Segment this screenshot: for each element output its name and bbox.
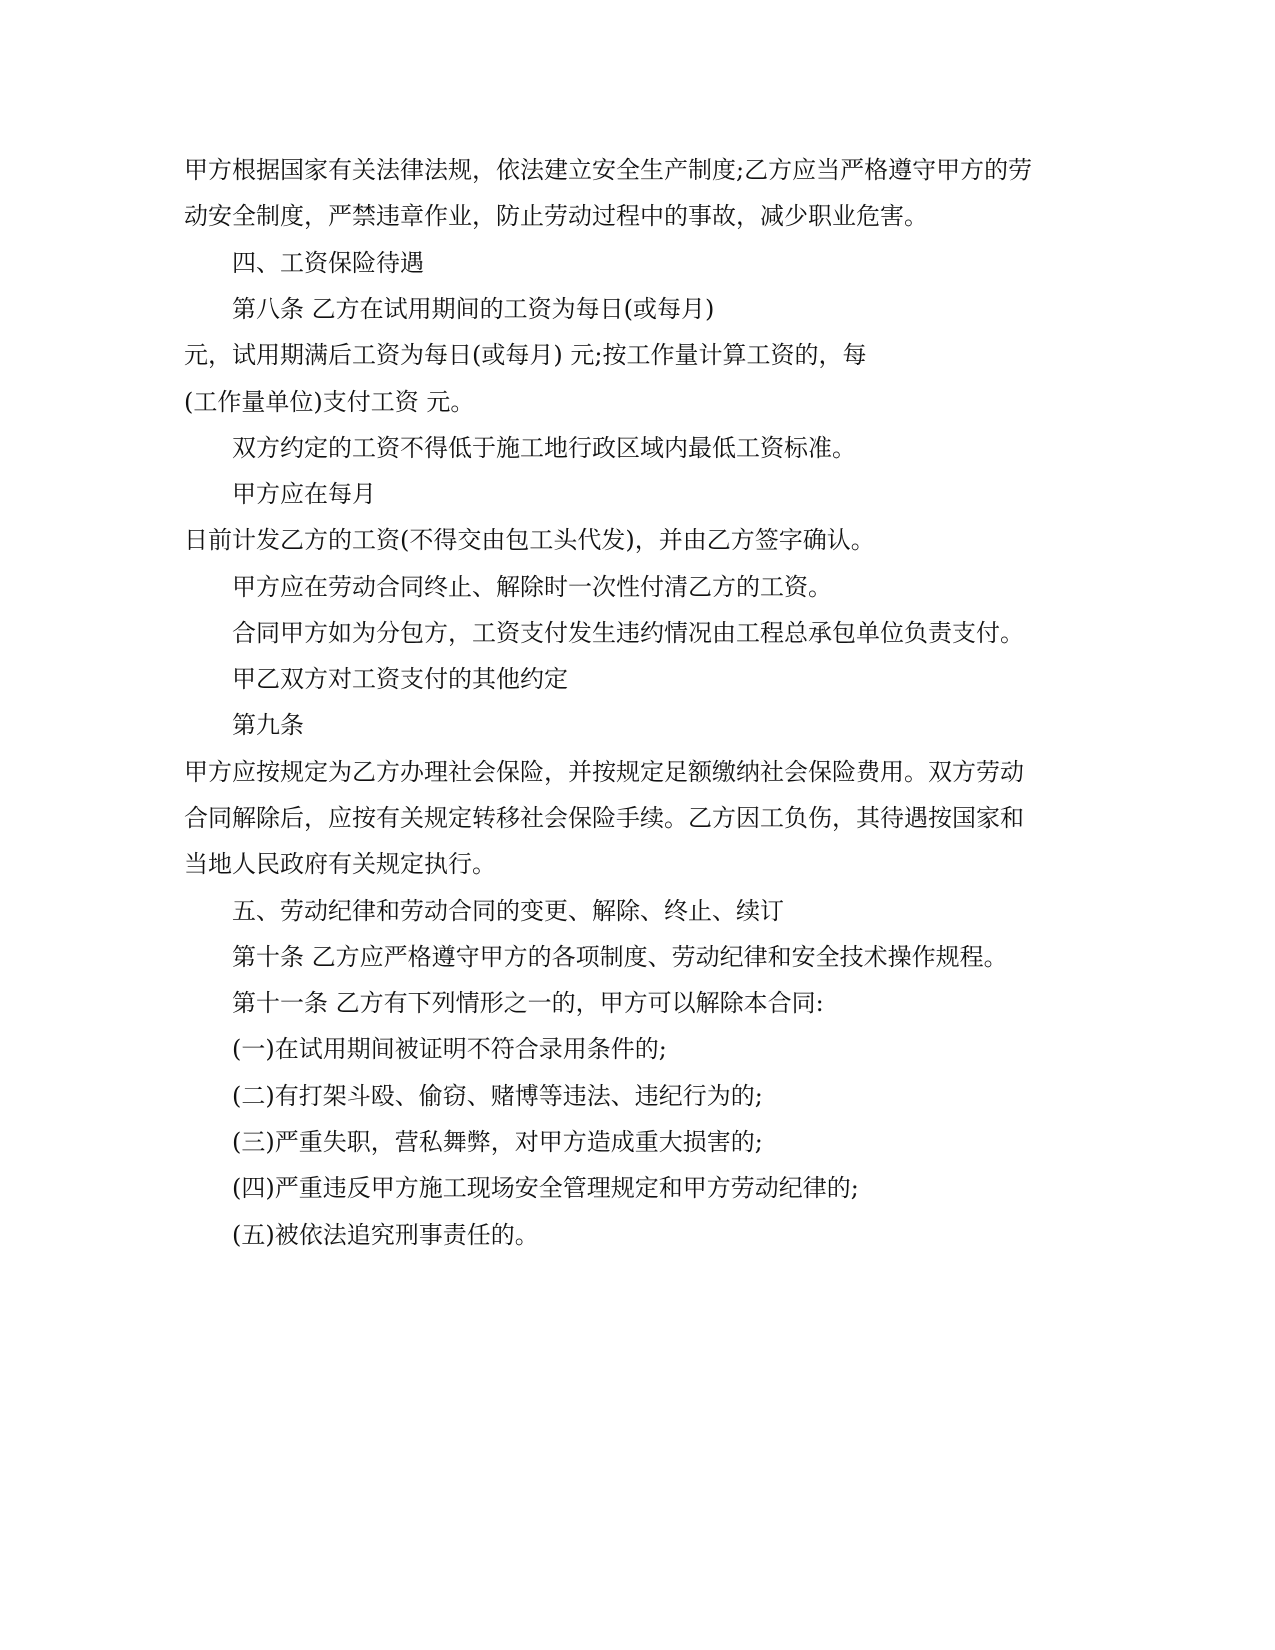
article-text-line: 第八条 乙方在试用期间的工资为每日(或每月)	[232, 295, 715, 323]
body-text-line: 甲方根据国家有关法律法规，依法建立安全生产制度;乙方应当严格遵守甲方的劳	[184, 156, 1033, 184]
list-item: (三)严重失职，营私舞弊，对甲方造成重大损害的;	[232, 1128, 763, 1156]
list-item: (四)严重违反甲方施工现场安全管理规定和甲方劳动纪律的;	[232, 1174, 859, 1202]
list-item: (二)有打架斗殴、偷窃、赌博等违法、违纪行为的;	[232, 1082, 763, 1110]
section-heading: 四、工资保险待遇	[232, 249, 424, 277]
body-text-line: 甲方应在劳动合同终止、解除时一次性付清乙方的工资。	[232, 573, 832, 601]
body-text-line: 日前计发乙方的工资(不得交由包工头代发)，并由乙方签字确认。	[184, 526, 875, 554]
body-text-line: 双方约定的工资不得低于施工地行政区域内最低工资标准。	[232, 434, 856, 462]
body-text-line: (工作量单位)支付工资 元。	[184, 388, 475, 416]
body-text-line: 合同甲方如为分包方，工资支付发生违约情况由工程总承包单位负责支付。	[232, 619, 1024, 647]
body-text-line: 甲乙双方对工资支付的其他约定	[232, 665, 568, 693]
body-text-line: 甲方应按规定为乙方办理社会保险，并按规定足额缴纳社会保险费用。双方劳动	[184, 758, 1024, 786]
list-item: (五)被依法追究刑事责任的。	[232, 1221, 539, 1249]
body-text-line: 当地人民政府有关规定执行。	[184, 850, 496, 878]
article-text-line: 第九条	[232, 711, 304, 739]
article-text-line: 第十条 乙方应严格遵守甲方的各项制度、劳动纪律和安全技术操作规程。	[232, 943, 1008, 971]
list-item: (一)在试用期间被证明不符合录用条件的;	[232, 1035, 667, 1063]
body-text-line: 动安全制度，严禁违章作业，防止劳动过程中的事故，减少职业危害。	[184, 202, 928, 230]
body-text-line: 甲方应在每月	[232, 480, 376, 508]
article-text-line: 第十一条 乙方有下列情形之一的，甲方可以解除本合同:	[232, 989, 824, 1017]
body-text-line: 合同解除后，应按有关规定转移社会保险手续。乙方因工负伤，其待遇按国家和	[184, 804, 1024, 832]
section-heading: 五、劳动纪律和劳动合同的变更、解除、终止、续订	[232, 897, 784, 925]
body-text-line: 元，试用期满后工资为每日(或每月) 元;按工作量计算工资的，每	[184, 341, 867, 369]
